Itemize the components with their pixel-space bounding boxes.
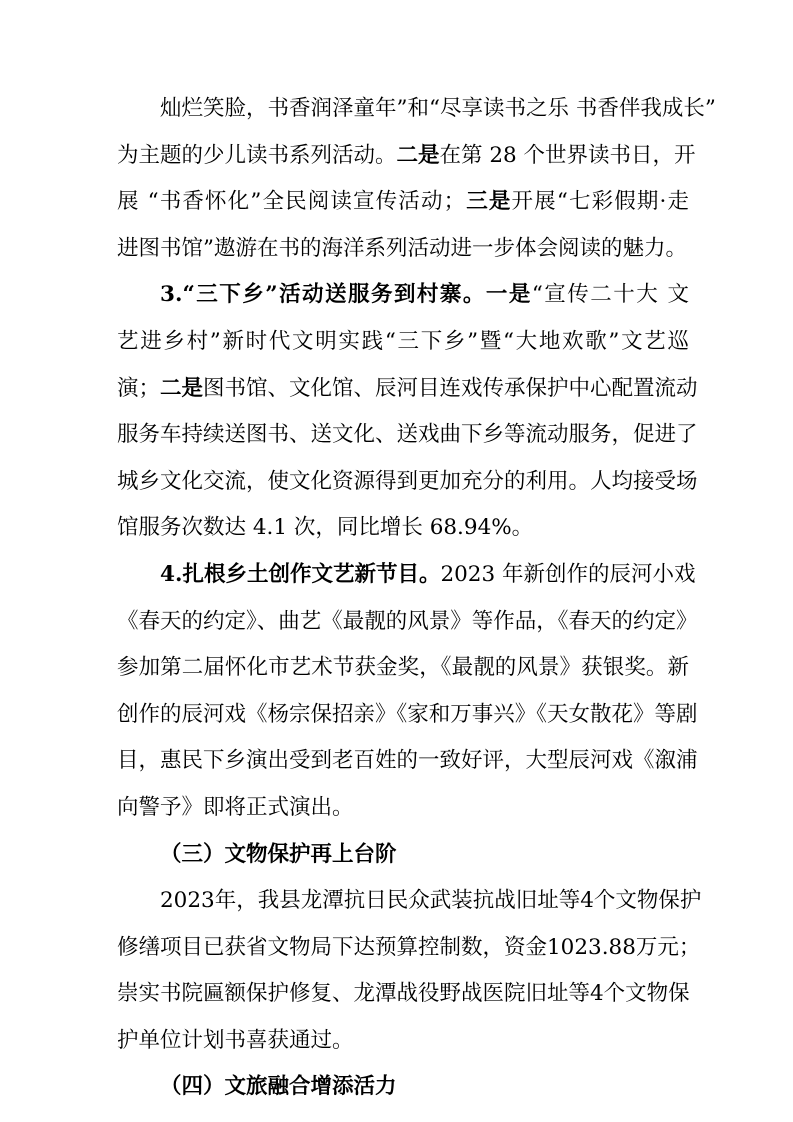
paragraph-line — [117, 645, 689, 692]
text-run: 目，惠民下乡演出受到老百姓的一致好评，大型辰河戏《溆浦 — [117, 748, 698, 774]
section-heading — [117, 832, 689, 879]
bold-text: 三是 — [465, 189, 512, 215]
text-run: 艺进乡村”新时代文明实践“三下乡”暨“大地欢歌”文艺巡 — [117, 328, 689, 354]
paragraph-line — [117, 692, 698, 739]
paragraph-line — [117, 86, 716, 133]
paragraph-line — [117, 552, 696, 599]
paragraph-line — [117, 133, 696, 180]
paragraph-line — [117, 226, 689, 273]
section-heading — [117, 1064, 689, 1111]
bold-text: 3.“三下乡”活动送服务到村寨。一是 — [160, 282, 532, 308]
paragraph-line — [117, 925, 701, 972]
text-run: 图书馆、文化馆、辰河目连戏传承保护中心配置流动 — [203, 375, 698, 401]
document-body — [117, 86, 716, 1111]
text-run: 在第 28 个世界读书日，开 — [439, 142, 696, 168]
text-run: （三）文物保护再上台阶 — [160, 841, 397, 867]
text-run: 为主题的少儿读书系列活动。 — [117, 142, 397, 168]
paragraph-line — [117, 319, 689, 366]
text-run: 护单位计划书喜获通过。 — [117, 1027, 354, 1053]
paragraph-line — [117, 272, 689, 319]
paragraph-line — [117, 738, 698, 785]
text-run: 演； — [117, 375, 161, 401]
text-run: 参加第二届怀化市艺术节获金奖，《最靓的风景》获银奖。新 — [117, 655, 689, 681]
paragraph-line — [117, 412, 698, 459]
paragraph-line — [117, 785, 689, 832]
text-run: 《春天的约定》、曲艺《最靓的风景》等作品，《春天的约定》 — [117, 608, 698, 634]
text-run: 崇实书院匾额保护修复、龙潭战役野战医院旧址等4个文物保 — [117, 981, 690, 1007]
paragraph-line — [117, 878, 702, 925]
paragraph-line — [117, 179, 689, 226]
bold-text: 二是 — [396, 142, 440, 168]
text-run: 馆服务次数达 4.1 次，同比增长 68.94%。 — [117, 515, 534, 541]
text-run: 2023年，我县龙潭抗日民众武装抗战旧址等4个文物保护 — [160, 888, 702, 914]
text-run: 灿烂笑脸，书香润泽童年”和“尽享读书之乐 书香伴我成长” — [160, 96, 716, 121]
text-run: 城乡文化交流，使文化资源得到更加充分的利用。人均接受场 — [117, 468, 698, 494]
text-run: 开展“七彩假期·走 — [511, 189, 689, 215]
paragraph-line — [117, 459, 698, 506]
text-run: 创作的辰河戏《杨宗保招亲》《家和万事兴》《天女散花》等剧 — [117, 701, 698, 727]
text-run: 修缮项目已获省文物局下达预算控制数，资金1023.88万元； — [117, 934, 701, 960]
text-run: 展 “书香怀化”全民阅读宣传活动； — [117, 189, 466, 215]
paragraph-line — [117, 971, 689, 1018]
text-run: “宣传二十大 文 — [531, 282, 689, 308]
paragraph-line — [117, 599, 698, 646]
paragraph-line — [117, 366, 698, 413]
paragraph-line — [117, 505, 689, 552]
text-run: 进图书馆”遨游在书的海洋系列活动进一步体会阅读的魅力。 — [117, 235, 687, 261]
bold-text: 二是 — [160, 375, 204, 401]
text-run: 服务车持续送图书、送文化、送戏曲下乡等流动服务，促进了 — [117, 422, 698, 448]
paragraph-line — [117, 1018, 689, 1065]
text-run: （四）文旅融合增添活力 — [160, 1074, 397, 1100]
text-run: 向警予》即将正式演出。 — [117, 794, 354, 820]
text-run: 2023 年新创作的辰河小戏 — [440, 561, 696, 587]
bold-text: 4.扎根乡土创作文艺新节目。 — [160, 561, 441, 587]
